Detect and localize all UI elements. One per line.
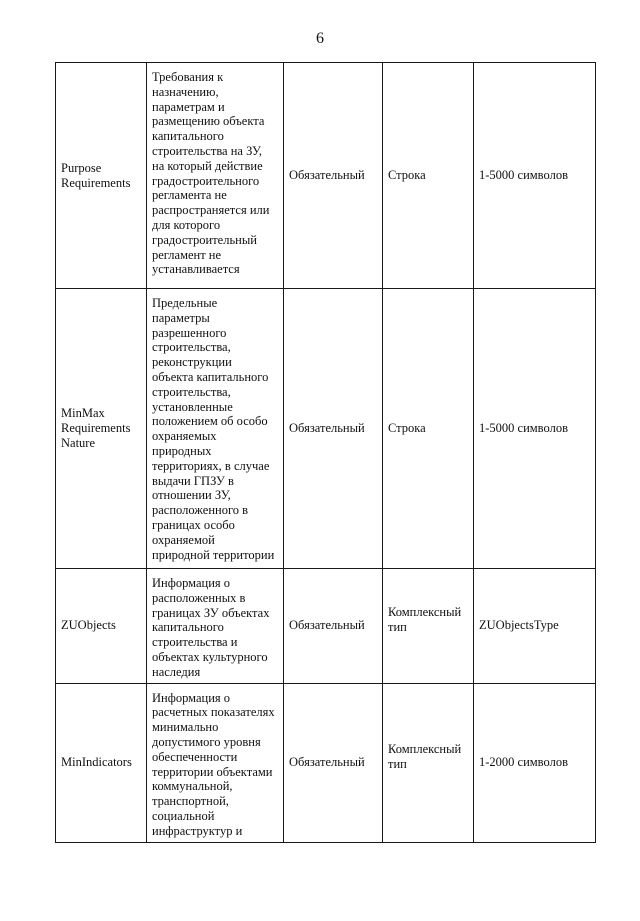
table-row	[56, 289, 596, 569]
description-cell	[147, 683, 284, 842]
requirement-cell: Обязательный	[284, 289, 383, 569]
type-cell	[383, 683, 474, 842]
type-text: Комплексный тип	[388, 741, 462, 771]
format-cell: 1-2000 символов	[474, 683, 596, 842]
type-cell: Строка	[383, 63, 474, 289]
description-cell	[147, 63, 284, 289]
description-text: Требования к назначению, параметрам и размещению объекта капитального строительства на ЗУ, на который действие градостроительного регламента не распространяется или для которого градостроительный регламент не устанавливается	[152, 70, 270, 277]
format-cell: 1-5000 символов	[474, 289, 596, 569]
requirement-cell: Обязательный	[284, 569, 383, 684]
description-text: Предельные параметры разрешенного строительства, реконструкции объекта капитального строительства, установленные положением об особо охраняемых природных территориях, в случае выдачи ГПЗУ в отношении ЗУ, расположенного в границах особо охраняемой природной территории	[152, 296, 275, 562]
page-number: 6	[316, 30, 324, 47]
element-name-cell: ZUObjects	[56, 569, 147, 684]
element-name-cell: Purpose Requirements	[56, 63, 147, 289]
format-cell: 1-5000 символов	[474, 63, 596, 289]
table-row	[56, 569, 596, 684]
table-row	[56, 683, 596, 842]
type-cell: Строка	[383, 289, 474, 569]
description-cell	[147, 289, 284, 569]
format-cell: ZUObjectsType	[474, 569, 596, 684]
specification-table	[55, 62, 596, 843]
description-text: Информация о расположенных в границах ЗУ объектах капитального строительства и объектах культурного наследия	[152, 576, 270, 679]
description-text: Информация о расчетных показателях минимально допустимого уровня обеспеченности территории объектами коммунальной, транспортной, социальной инфраструктур и	[152, 690, 275, 838]
requirement-cell: Обязательный	[284, 683, 383, 842]
element-name-cell: MinMax Requirements Nature	[56, 289, 147, 569]
description-cell	[147, 569, 284, 684]
type-text: Комплексный тип	[388, 604, 462, 634]
element-name-cell: MinIndicators	[56, 683, 147, 842]
type-cell	[383, 569, 474, 684]
requirement-cell: Обязательный	[284, 63, 383, 289]
table-row	[56, 63, 596, 289]
